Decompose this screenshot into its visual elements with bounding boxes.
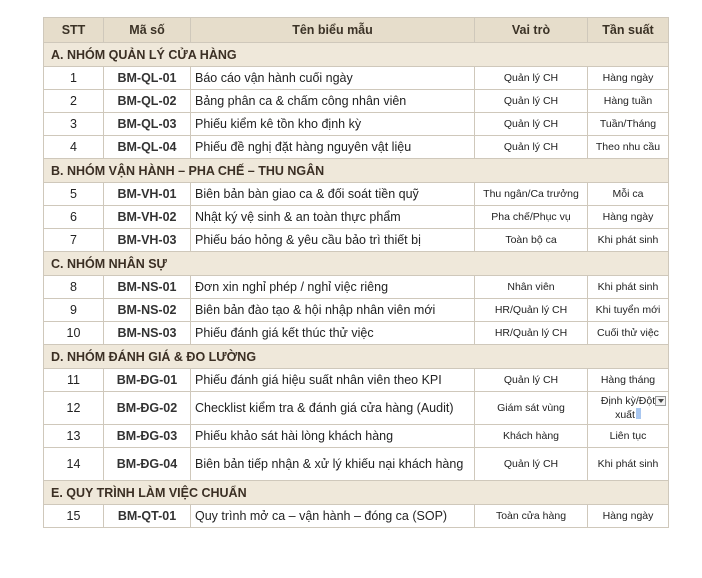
- form-frequency: Hàng ngày: [588, 67, 669, 90]
- dropdown-arrow-icon[interactable]: [655, 396, 666, 406]
- header-stt: STT: [44, 18, 104, 43]
- row-number: 3: [44, 113, 104, 136]
- table-row: [44, 322, 669, 345]
- form-code: BM-QL-02: [104, 90, 191, 113]
- form-role: Quản lý CH: [475, 136, 588, 159]
- form-name: Biên bản bàn giao ca & đối soát tiền quỹ: [191, 183, 475, 206]
- form-role: Quản lý CH: [475, 113, 588, 136]
- form-name: Bảng phân ca & chấm công nhân viên: [191, 90, 475, 113]
- row-number: 1: [44, 67, 104, 90]
- form-code: BM-VH-01: [104, 183, 191, 206]
- form-name: Phiếu đánh giá kết thúc thử việc: [191, 322, 475, 345]
- row-number: 9: [44, 299, 104, 322]
- form-role: Toàn cửa hàng: [475, 505, 588, 528]
- form-frequency: Khi phát sinh: [588, 276, 669, 299]
- row-number: 5: [44, 183, 104, 206]
- form-name: Phiếu đề nghị đặt hàng nguyên vật liệu: [191, 136, 475, 159]
- row-number: 7: [44, 229, 104, 252]
- form-name: Nhật ký vệ sinh & an toàn thực phẩm: [191, 206, 475, 229]
- form-code: BM-VH-03: [104, 229, 191, 252]
- form-code: BM-ĐG-03: [104, 425, 191, 448]
- form-name: Checklist kiểm tra & đánh giá cửa hàng (Audit): [191, 392, 475, 425]
- table-row: [44, 392, 669, 425]
- row-number: 12: [44, 392, 104, 425]
- form-code: BM-QT-01: [104, 505, 191, 528]
- header-name: Tên biểu mẫu: [191, 18, 475, 43]
- form-role: Toàn bộ ca: [475, 229, 588, 252]
- form-name: Biên bản đào tạo & hội nhập nhân viên mới: [191, 299, 475, 322]
- row-number: 14: [44, 448, 104, 481]
- table-row: [44, 67, 669, 90]
- table-row: [44, 229, 669, 252]
- header-frequency: Tần suất: [588, 18, 669, 43]
- table-row: [44, 276, 669, 299]
- form-frequency: Hàng ngày: [588, 206, 669, 229]
- section-title: C. NHÓM NHÂN SỰ: [44, 252, 669, 276]
- table-row: [44, 206, 669, 229]
- form-frequency: Khi tuyển mới: [588, 299, 669, 322]
- form-frequency: Cuối thử việc: [588, 322, 669, 345]
- form-code: BM-NS-02: [104, 299, 191, 322]
- form-role: Giám sát vùng: [475, 392, 588, 425]
- form-role: Thu ngân/Ca trưởng: [475, 183, 588, 206]
- forms-table: [43, 17, 669, 528]
- table-row: [44, 448, 669, 481]
- form-frequency: Hàng ngày: [588, 505, 669, 528]
- form-role: Quản lý CH: [475, 369, 588, 392]
- row-number: 8: [44, 276, 104, 299]
- form-name: Quy trình mở ca – vận hành – đóng ca (SOP): [191, 505, 475, 528]
- section-title: B. NHÓM VẬN HÀNH – PHA CHẾ – THU NGÂN: [44, 159, 669, 183]
- text-cursor: [636, 408, 641, 419]
- form-code: BM-ĐG-01: [104, 369, 191, 392]
- header-row: [44, 18, 669, 43]
- row-number: 2: [44, 90, 104, 113]
- form-name: Báo cáo vận hành cuối ngày: [191, 67, 475, 90]
- table-row: [44, 505, 669, 528]
- form-name: Phiếu đánh giá hiệu suất nhân viên theo KPI: [191, 369, 475, 392]
- row-number: 15: [44, 505, 104, 528]
- form-frequency[interactable]: Định kỳ/Đột xuất: [600, 394, 656, 421]
- form-role: Nhân viên: [475, 276, 588, 299]
- section-header: [44, 43, 669, 67]
- form-code: BM-VH-02: [104, 206, 191, 229]
- form-role: HR/Quản lý CH: [475, 322, 588, 345]
- form-name: Phiếu báo hỏng & yêu cầu bảo trì thiết bị: [191, 229, 475, 252]
- section-title: E. QUY TRÌNH LÀM VIỆC CHUẨN: [44, 481, 669, 505]
- table-row: [44, 299, 669, 322]
- row-number: 4: [44, 136, 104, 159]
- form-code: BM-ĐG-02: [104, 392, 191, 425]
- table-row: [44, 90, 669, 113]
- row-number: 11: [44, 369, 104, 392]
- frequency-select-cell[interactable]: [588, 392, 669, 425]
- table-row: [44, 369, 669, 392]
- section-header: [44, 159, 669, 183]
- form-code: BM-NS-03: [104, 322, 191, 345]
- form-frequency: Hàng tháng: [588, 369, 669, 392]
- form-role: Pha chế/Phục vụ: [475, 206, 588, 229]
- form-code: BM-NS-01: [104, 276, 191, 299]
- form-code: BM-QL-04: [104, 136, 191, 159]
- form-code: BM-ĐG-04: [104, 448, 191, 481]
- form-role: HR/Quản lý CH: [475, 299, 588, 322]
- form-code: BM-QL-03: [104, 113, 191, 136]
- row-number: 13: [44, 425, 104, 448]
- table-row: [44, 136, 669, 159]
- table-row: [44, 425, 669, 448]
- section-header: [44, 345, 669, 369]
- table-row: [44, 183, 669, 206]
- form-frequency: Mỗi ca: [588, 183, 669, 206]
- form-frequency: Hàng tuần: [588, 90, 669, 113]
- section-title: A. NHÓM QUẢN LÝ CỬA HÀNG: [44, 43, 669, 67]
- form-name: Phiếu kiểm kê tồn kho định kỳ: [191, 113, 475, 136]
- section-header: [44, 252, 669, 276]
- form-name: Biên bản tiếp nhận & xử lý khiếu nại khách hàng: [191, 448, 475, 481]
- section-header: [44, 481, 669, 505]
- row-number: 10: [44, 322, 104, 345]
- header-code: Mã số: [104, 18, 191, 43]
- table-row: [44, 113, 669, 136]
- form-role: Quản lý CH: [475, 448, 588, 481]
- row-number: 6: [44, 206, 104, 229]
- form-frequency: Khi phát sinh: [588, 229, 669, 252]
- form-name: Phiếu khảo sát hài lòng khách hàng: [191, 425, 475, 448]
- form-frequency: Tuần/Tháng: [588, 113, 669, 136]
- form-code: BM-QL-01: [104, 67, 191, 90]
- form-role: Quản lý CH: [475, 90, 588, 113]
- form-role: Khách hàng: [475, 425, 588, 448]
- header-role: Vai trò: [475, 18, 588, 43]
- form-frequency: Liên tục: [588, 425, 669, 448]
- form-role: Quản lý CH: [475, 67, 588, 90]
- form-frequency: Khi phát sinh: [588, 448, 669, 481]
- form-frequency: Theo nhu cầu: [588, 136, 669, 159]
- section-title: D. NHÓM ĐÁNH GIÁ & ĐO LƯỜNG: [44, 345, 669, 369]
- form-name: Đơn xin nghỉ phép / nghỉ việc riêng: [191, 276, 475, 299]
